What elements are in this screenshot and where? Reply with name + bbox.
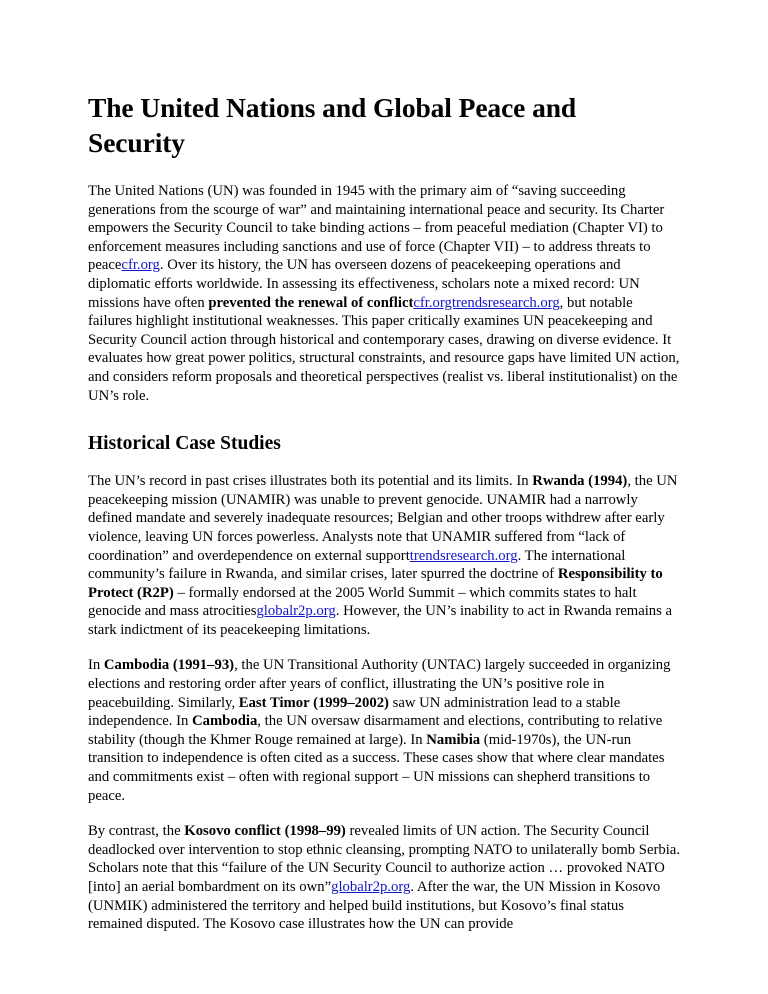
paragraph-cambodia (88, 656, 680, 805)
paragraph-rwanda (88, 472, 680, 639)
body-text: – formally endorsed at the 2005 World Summit – which commits states to halt genocide and mass atrocities (88, 584, 637, 620)
emphasis-text: Cambodia (1991–93) (103, 657, 235, 674)
body-text: revealed limits of UN action. The Security Council deadlocked over intervention to stop ethnic cleansing, prompting NATO to unilaterally bomb Serbia. Scholars note that this “failure of the UN Security Council to authorize action … provoked NATO [into] an aerial bombardment on its own” (88, 823, 680, 895)
emphasis-text: Rwanda (1994) (532, 473, 628, 490)
citation-link[interactable]: cfr.org (121, 257, 160, 274)
body-text: , the UN peacekeeping mission (UNAMIR) was unable to prevent genocide. UNAMIR had a narrowly defined mandate and severely inadequate resources; Belgian and other troops withdrew after early violence, leaving UN forces powerless. Analysts note that UNAMIR suffered from “lack of coordination” and overdependence on external support (88, 473, 678, 564)
body-text: . The international community’s failure in Rwanda, and similar crises, later spurred the doctrine of (88, 547, 626, 583)
emphasis-text: East Timor (1999–2002) (238, 694, 389, 711)
section-heading: Historical Case Studies (88, 433, 281, 455)
paragraph-intro (88, 182, 680, 405)
document-body (88, 182, 680, 934)
emphasis-text: prevented the renewal of conflict (208, 294, 414, 311)
paragraph-kosovo (88, 822, 680, 934)
emphasis-text: Responsibility to Protect (R2P) (88, 566, 663, 601)
body-text: By contrast, the (88, 823, 185, 840)
body-text: , the UN oversaw disarmament and elections, contributing to relative stability (though the Khmer Rouge remained at large). In (88, 713, 663, 748)
page-title: The United Nations and Global Peace and Security (88, 92, 577, 158)
body-text: The United Nations (UN) was founded in 1945 with the primary aim of “saving succeeding generations from the scourge of war” and maintaining international peace and security. Its Charter empowers the Security Council to take binding actions – from peaceful mediation (Chapter VI) to enforcement measures including sanctions and use of force (Chapter VII) – to address threats to peace (88, 183, 665, 274)
emphasis-text: Kosovo conflict (1998–99) (184, 823, 346, 840)
citation-link[interactable]: globalr2p.org (331, 879, 411, 895)
body-text: . After the war, the UN Mission in Kosovo (UNMIK) administered the territory and helped build institutions, but Kosovo’s final status remained disputed. The Kosovo case illustrates how the UN can provide (88, 879, 661, 933)
citation-link[interactable]: cfr.orgtrendsresearch.org (413, 294, 560, 311)
citation-link[interactable]: trendsresearch.org (409, 547, 518, 564)
body-text: The UN’s record in past crises illustrates both its potential and its limits. In (88, 473, 533, 490)
body-text: , the UN Transitional Authority (UNTAC) largely succeeded in organizing elections and restoring order after years of conflict, illustrating the UN’s positive role in peacebuilding. Similarly, (88, 657, 671, 711)
body-text: . However, the UN’s inability to act in Rwanda remains a stark indictment of its peacekeeping limitations. (88, 603, 673, 638)
emphasis-text: Cambodia (192, 713, 258, 730)
body-text: (mid-1970s), the UN-run transition to independence is often cited as a success. These cases show that where clear mandates and commitments exist – often with regional support – UN missions can shepherd transitions to peace. (88, 731, 665, 804)
body-text: , but notable failures highlight institutional weaknesses. This paper critically examines UN peacekeeping and Security Council action through historical and contemporary cases, drawing on diverse evidence. It evaluates how great power politics, structural constraints, and resource gaps have limited UN action, and considers reform proposals and theoretical perspectives (realist vs. liberal institutionalist) on the UN’s role. (88, 294, 680, 404)
citation-link[interactable]: globalr2p.org (256, 603, 336, 620)
body-text: saw UN administration lead to a stable independence. In (88, 694, 621, 730)
body-text: . Over its history, the UN has overseen dozens of peacekeeping operations and diplomatic efforts worldwide. In assessing its effectiveness, scholars note a mixed record: UN missions have often (88, 257, 640, 311)
body-text: In (88, 657, 104, 674)
emphasis-text: Namibia (426, 731, 481, 748)
